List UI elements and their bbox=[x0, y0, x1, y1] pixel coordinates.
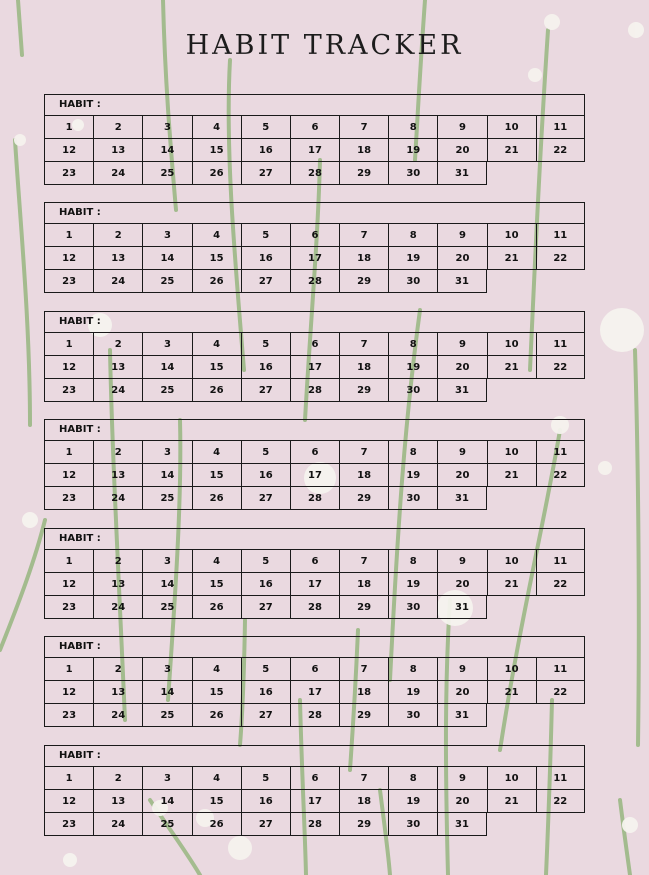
day-cell[interactable]: 3 bbox=[142, 333, 191, 356]
day-cell[interactable]: 1 bbox=[44, 224, 93, 247]
day-row bbox=[44, 767, 585, 790]
day-cell[interactable]: 4 bbox=[192, 767, 241, 790]
day-cell[interactable]: 17 bbox=[290, 573, 339, 596]
day-cell[interactable]: 16 bbox=[241, 464, 290, 487]
day-cell[interactable]: 14 bbox=[142, 464, 191, 487]
day-cell[interactable]: 5 bbox=[241, 224, 290, 247]
day-cell[interactable]: 8 bbox=[388, 116, 437, 139]
day-cell[interactable]: 28 bbox=[290, 487, 339, 510]
day-cell[interactable]: 18 bbox=[339, 464, 388, 487]
day-cell[interactable]: 22 bbox=[536, 681, 585, 704]
day-row bbox=[44, 441, 585, 464]
day-cell[interactable]: 31 bbox=[437, 487, 486, 510]
day-cell[interactable]: 5 bbox=[241, 441, 290, 464]
habit-name-field[interactable]: HABIT : bbox=[44, 528, 585, 550]
day-cell[interactable]: 25 bbox=[142, 162, 191, 185]
day-cell[interactable]: 1 bbox=[44, 550, 93, 573]
day-cell[interactable]: 10 bbox=[487, 441, 536, 464]
habit-name-field[interactable]: HABIT : bbox=[44, 745, 585, 767]
day-row bbox=[44, 247, 585, 270]
day-cell[interactable]: 31 bbox=[437, 162, 486, 185]
day-cell[interactable]: 27 bbox=[241, 596, 290, 619]
day-cell[interactable]: 9 bbox=[437, 333, 486, 356]
day-row bbox=[44, 573, 585, 596]
day-cell[interactable]: 14 bbox=[142, 573, 191, 596]
day-row bbox=[44, 333, 585, 356]
day-cell[interactable]: 23 bbox=[44, 596, 93, 619]
day-cell[interactable]: 4 bbox=[192, 116, 241, 139]
day-cell[interactable]: 31 bbox=[437, 813, 486, 836]
day-cell[interactable]: 26 bbox=[192, 379, 241, 402]
habit-name-field[interactable]: HABIT : bbox=[44, 419, 585, 441]
day-cell[interactable]: 20 bbox=[437, 573, 486, 596]
day-cell[interactable]: 1 bbox=[44, 658, 93, 681]
day-cell[interactable]: 29 bbox=[339, 596, 388, 619]
day-cell[interactable]: 17 bbox=[290, 139, 339, 162]
day-row bbox=[44, 704, 585, 727]
day-cell[interactable]: 13 bbox=[93, 464, 142, 487]
day-cell[interactable]: 24 bbox=[93, 162, 142, 185]
habit-tracker-block bbox=[44, 636, 585, 727]
day-cell[interactable]: 7 bbox=[339, 224, 388, 247]
day-cell[interactable]: 19 bbox=[388, 356, 437, 379]
day-cell[interactable]: 9 bbox=[437, 658, 486, 681]
day-cell[interactable]: 18 bbox=[339, 139, 388, 162]
habit-name-field[interactable]: HABIT : bbox=[44, 94, 585, 116]
day-cell[interactable]: 7 bbox=[339, 333, 388, 356]
day-cell[interactable]: 14 bbox=[142, 356, 191, 379]
day-cell[interactable]: 25 bbox=[142, 813, 191, 836]
day-cell[interactable]: 7 bbox=[339, 550, 388, 573]
day-cell[interactable]: 20 bbox=[437, 681, 486, 704]
day-cell[interactable]: 26 bbox=[192, 270, 241, 293]
day-cell[interactable]: 15 bbox=[192, 247, 241, 270]
day-cell[interactable]: 22 bbox=[536, 464, 585, 487]
day-cell[interactable]: 7 bbox=[339, 116, 388, 139]
day-cell[interactable]: 2 bbox=[93, 767, 142, 790]
day-cell[interactable]: 24 bbox=[93, 487, 142, 510]
day-cell[interactable]: 26 bbox=[192, 596, 241, 619]
day-cell[interactable]: 10 bbox=[487, 767, 536, 790]
day-cell[interactable]: 27 bbox=[241, 813, 290, 836]
day-cell[interactable]: 24 bbox=[93, 379, 142, 402]
day-cell[interactable]: 7 bbox=[339, 658, 388, 681]
day-cell[interactable]: 21 bbox=[487, 247, 536, 270]
day-cell[interactable]: 21 bbox=[487, 681, 536, 704]
day-cell[interactable]: 22 bbox=[536, 790, 585, 813]
day-cell[interactable]: 29 bbox=[339, 487, 388, 510]
day-cell[interactable]: 28 bbox=[290, 162, 339, 185]
day-cell[interactable]: 29 bbox=[339, 270, 388, 293]
day-cell[interactable]: 20 bbox=[437, 139, 486, 162]
day-cell[interactable]: 28 bbox=[290, 704, 339, 727]
day-cell[interactable]: 6 bbox=[290, 441, 339, 464]
day-cell[interactable]: 26 bbox=[192, 162, 241, 185]
day-row bbox=[44, 487, 585, 510]
day-cell[interactable]: 4 bbox=[192, 441, 241, 464]
habit-tracker-block bbox=[44, 94, 585, 185]
day-cell[interactable]: 2 bbox=[93, 224, 142, 247]
day-cell[interactable]: 11 bbox=[536, 767, 585, 790]
day-cell[interactable]: 22 bbox=[536, 356, 585, 379]
day-cell[interactable]: 15 bbox=[192, 681, 241, 704]
day-row bbox=[44, 596, 585, 619]
day-row bbox=[44, 356, 585, 379]
day-cell[interactable]: 14 bbox=[142, 247, 191, 270]
day-cell[interactable]: 20 bbox=[437, 790, 486, 813]
day-cell[interactable]: 5 bbox=[241, 333, 290, 356]
day-cell[interactable]: 6 bbox=[290, 767, 339, 790]
day-cell[interactable]: 6 bbox=[290, 224, 339, 247]
day-cell[interactable]: 8 bbox=[388, 658, 437, 681]
day-cell[interactable]: 5 bbox=[241, 550, 290, 573]
day-row bbox=[44, 379, 585, 402]
day-row bbox=[44, 790, 585, 813]
day-cell[interactable]: 17 bbox=[290, 247, 339, 270]
habit-tracker-block bbox=[44, 419, 585, 510]
day-cell[interactable]: 18 bbox=[339, 356, 388, 379]
day-cell[interactable]: 15 bbox=[192, 139, 241, 162]
day-cell[interactable]: 25 bbox=[142, 596, 191, 619]
day-cell[interactable]: 16 bbox=[241, 573, 290, 596]
day-cell[interactable]: 25 bbox=[142, 270, 191, 293]
day-cell[interactable]: 4 bbox=[192, 224, 241, 247]
day-cell[interactable]: 17 bbox=[290, 464, 339, 487]
day-cell[interactable]: 23 bbox=[44, 704, 93, 727]
day-cell[interactable]: 31 bbox=[437, 270, 486, 293]
day-cell[interactable]: 25 bbox=[142, 704, 191, 727]
day-cell[interactable]: 3 bbox=[142, 116, 191, 139]
day-cell[interactable]: 4 bbox=[192, 333, 241, 356]
day-cell[interactable]: 23 bbox=[44, 487, 93, 510]
day-cell[interactable]: 30 bbox=[388, 704, 437, 727]
habit-tracker-block bbox=[44, 202, 585, 293]
habit-name-field[interactable]: HABIT : bbox=[44, 311, 585, 333]
day-cell[interactable]: 1 bbox=[44, 116, 93, 139]
day-cell[interactable]: 16 bbox=[241, 139, 290, 162]
day-cell[interactable]: 16 bbox=[241, 356, 290, 379]
day-cell[interactable]: 19 bbox=[388, 247, 437, 270]
day-row bbox=[44, 139, 585, 162]
day-cell[interactable]: 18 bbox=[339, 681, 388, 704]
day-cell[interactable]: 13 bbox=[93, 139, 142, 162]
day-cell[interactable]: 13 bbox=[93, 356, 142, 379]
day-cell[interactable]: 18 bbox=[339, 573, 388, 596]
day-row bbox=[44, 681, 585, 704]
day-cell[interactable]: 22 bbox=[536, 139, 585, 162]
day-cell[interactable]: 30 bbox=[388, 270, 437, 293]
day-cell[interactable]: 26 bbox=[192, 813, 241, 836]
day-cell[interactable]: 29 bbox=[339, 162, 388, 185]
day-cell[interactable]: 9 bbox=[437, 767, 486, 790]
day-cell[interactable]: 19 bbox=[388, 790, 437, 813]
day-cell[interactable]: 27 bbox=[241, 487, 290, 510]
day-cell[interactable]: 22 bbox=[536, 573, 585, 596]
day-row bbox=[44, 813, 585, 836]
day-cell[interactable]: 3 bbox=[142, 767, 191, 790]
day-cell[interactable]: 17 bbox=[290, 681, 339, 704]
day-cell[interactable]: 2 bbox=[93, 441, 142, 464]
day-cell[interactable]: 1 bbox=[44, 441, 93, 464]
day-cell[interactable]: 8 bbox=[388, 441, 437, 464]
day-cell[interactable]: 23 bbox=[44, 813, 93, 836]
day-cell[interactable]: 9 bbox=[437, 224, 486, 247]
day-cell[interactable]: 9 bbox=[437, 116, 486, 139]
day-cell[interactable]: 11 bbox=[536, 224, 585, 247]
day-cell[interactable]: 25 bbox=[142, 487, 191, 510]
day-cell[interactable]: 15 bbox=[192, 356, 241, 379]
habit-name-field[interactable]: HABIT : bbox=[44, 636, 585, 658]
day-cell[interactable]: 10 bbox=[487, 224, 536, 247]
day-cell[interactable]: 28 bbox=[290, 596, 339, 619]
day-cell[interactable]: 19 bbox=[388, 681, 437, 704]
day-cell[interactable]: 12 bbox=[44, 573, 93, 596]
day-cell[interactable]: 21 bbox=[487, 356, 536, 379]
habit-tracker-block bbox=[44, 528, 585, 619]
day-cell[interactable]: 27 bbox=[241, 270, 290, 293]
day-cell[interactable]: 26 bbox=[192, 487, 241, 510]
day-row bbox=[44, 162, 585, 185]
day-cell[interactable]: 28 bbox=[290, 379, 339, 402]
day-cell[interactable]: 24 bbox=[93, 704, 142, 727]
day-cell[interactable]: 2 bbox=[93, 333, 142, 356]
day-cell[interactable]: 8 bbox=[388, 550, 437, 573]
day-cell[interactable]: 14 bbox=[142, 139, 191, 162]
day-cell[interactable]: 6 bbox=[290, 550, 339, 573]
day-cell[interactable]: 29 bbox=[339, 379, 388, 402]
day-cell[interactable]: 11 bbox=[536, 658, 585, 681]
day-cell[interactable]: 21 bbox=[487, 139, 536, 162]
day-cell[interactable]: 12 bbox=[44, 247, 93, 270]
day-cell[interactable]: 5 bbox=[241, 767, 290, 790]
day-row bbox=[44, 658, 585, 681]
day-cell[interactable]: 22 bbox=[536, 247, 585, 270]
day-cell[interactable]: 23 bbox=[44, 270, 93, 293]
day-cell[interactable]: 17 bbox=[290, 356, 339, 379]
day-cell[interactable]: 3 bbox=[142, 658, 191, 681]
day-cell[interactable]: 10 bbox=[487, 550, 536, 573]
day-cell[interactable]: 31 bbox=[437, 704, 486, 727]
day-cell[interactable]: 30 bbox=[388, 162, 437, 185]
day-cell[interactable]: 18 bbox=[339, 790, 388, 813]
day-cell[interactable]: 13 bbox=[93, 573, 142, 596]
day-cell[interactable]: 2 bbox=[93, 116, 142, 139]
day-cell[interactable]: 4 bbox=[192, 550, 241, 573]
day-cell[interactable]: 27 bbox=[241, 162, 290, 185]
day-cell[interactable]: 21 bbox=[487, 790, 536, 813]
day-cell[interactable]: 23 bbox=[44, 162, 93, 185]
day-cell[interactable]: 1 bbox=[44, 333, 93, 356]
day-cell[interactable]: 16 bbox=[241, 790, 290, 813]
day-cell[interactable]: 20 bbox=[437, 464, 486, 487]
day-cell[interactable]: 9 bbox=[437, 550, 486, 573]
day-cell[interactable]: 24 bbox=[93, 813, 142, 836]
day-cell[interactable]: 8 bbox=[388, 767, 437, 790]
day-cell[interactable]: 30 bbox=[388, 813, 437, 836]
day-cell[interactable]: 11 bbox=[536, 116, 585, 139]
day-row bbox=[44, 550, 585, 573]
day-cell[interactable]: 31 bbox=[437, 596, 486, 619]
day-cell[interactable]: 8 bbox=[388, 224, 437, 247]
day-cell[interactable]: 28 bbox=[290, 813, 339, 836]
day-cell[interactable]: 13 bbox=[93, 247, 142, 270]
day-cell[interactable]: 4 bbox=[192, 658, 241, 681]
day-cell[interactable]: 31 bbox=[437, 379, 486, 402]
day-row bbox=[44, 270, 585, 293]
day-cell[interactable]: 7 bbox=[339, 767, 388, 790]
day-cell[interactable]: 11 bbox=[536, 441, 585, 464]
day-cell[interactable]: 12 bbox=[44, 681, 93, 704]
day-cell[interactable]: 13 bbox=[93, 681, 142, 704]
day-cell[interactable]: 3 bbox=[142, 550, 191, 573]
day-cell[interactable]: 9 bbox=[437, 441, 486, 464]
day-cell[interactable]: 29 bbox=[339, 813, 388, 836]
day-cell[interactable]: 2 bbox=[93, 550, 142, 573]
day-cell[interactable]: 21 bbox=[487, 464, 536, 487]
day-cell[interactable]: 15 bbox=[192, 464, 241, 487]
day-cell[interactable]: 10 bbox=[487, 333, 536, 356]
day-cell[interactable]: 6 bbox=[290, 116, 339, 139]
day-cell[interactable]: 6 bbox=[290, 333, 339, 356]
day-row bbox=[44, 224, 585, 247]
day-row bbox=[44, 464, 585, 487]
day-row bbox=[44, 116, 585, 139]
day-cell[interactable]: 12 bbox=[44, 790, 93, 813]
day-cell[interactable]: 15 bbox=[192, 573, 241, 596]
day-cell[interactable]: 10 bbox=[487, 658, 536, 681]
day-cell[interactable]: 7 bbox=[339, 441, 388, 464]
day-cell[interactable]: 25 bbox=[142, 379, 191, 402]
day-cell[interactable]: 20 bbox=[437, 247, 486, 270]
day-cell[interactable]: 26 bbox=[192, 704, 241, 727]
day-cell[interactable]: 12 bbox=[44, 464, 93, 487]
day-cell[interactable]: 23 bbox=[44, 379, 93, 402]
page-title: HABIT TRACKER bbox=[185, 30, 464, 61]
day-cell[interactable]: 11 bbox=[536, 333, 585, 356]
day-cell[interactable]: 1 bbox=[44, 767, 93, 790]
habit-tracker-block bbox=[44, 745, 585, 836]
day-cell[interactable]: 18 bbox=[339, 247, 388, 270]
day-cell[interactable]: 20 bbox=[437, 356, 486, 379]
habit-name-field[interactable]: HABIT : bbox=[44, 202, 585, 224]
day-cell[interactable]: 30 bbox=[388, 487, 437, 510]
day-cell[interactable]: 19 bbox=[388, 139, 437, 162]
day-cell[interactable]: 16 bbox=[241, 681, 290, 704]
day-cell[interactable]: 15 bbox=[192, 790, 241, 813]
day-cell[interactable]: 16 bbox=[241, 247, 290, 270]
day-cell[interactable]: 28 bbox=[290, 270, 339, 293]
day-cell[interactable]: 30 bbox=[388, 379, 437, 402]
day-cell[interactable]: 30 bbox=[388, 596, 437, 619]
day-cell[interactable]: 19 bbox=[388, 573, 437, 596]
day-cell[interactable]: 6 bbox=[290, 658, 339, 681]
day-cell[interactable]: 2 bbox=[93, 658, 142, 681]
day-cell[interactable]: 29 bbox=[339, 704, 388, 727]
day-cell[interactable]: 19 bbox=[388, 464, 437, 487]
day-cell[interactable]: 8 bbox=[388, 333, 437, 356]
day-cell[interactable]: 11 bbox=[536, 550, 585, 573]
day-cell[interactable]: 27 bbox=[241, 379, 290, 402]
day-cell[interactable]: 13 bbox=[93, 790, 142, 813]
day-cell[interactable]: 12 bbox=[44, 356, 93, 379]
day-cell[interactable]: 14 bbox=[142, 790, 191, 813]
day-cell[interactable]: 24 bbox=[93, 596, 142, 619]
day-cell[interactable]: 5 bbox=[241, 116, 290, 139]
day-cell[interactable]: 24 bbox=[93, 270, 142, 293]
day-cell[interactable]: 17 bbox=[290, 790, 339, 813]
day-cell[interactable]: 21 bbox=[487, 573, 536, 596]
day-cell[interactable]: 3 bbox=[142, 441, 191, 464]
habit-tracker-block bbox=[44, 311, 585, 402]
day-cell[interactable]: 3 bbox=[142, 224, 191, 247]
day-cell[interactable]: 5 bbox=[241, 658, 290, 681]
day-cell[interactable]: 10 bbox=[487, 116, 536, 139]
day-cell[interactable]: 27 bbox=[241, 704, 290, 727]
day-cell[interactable]: 14 bbox=[142, 681, 191, 704]
day-cell[interactable]: 12 bbox=[44, 139, 93, 162]
